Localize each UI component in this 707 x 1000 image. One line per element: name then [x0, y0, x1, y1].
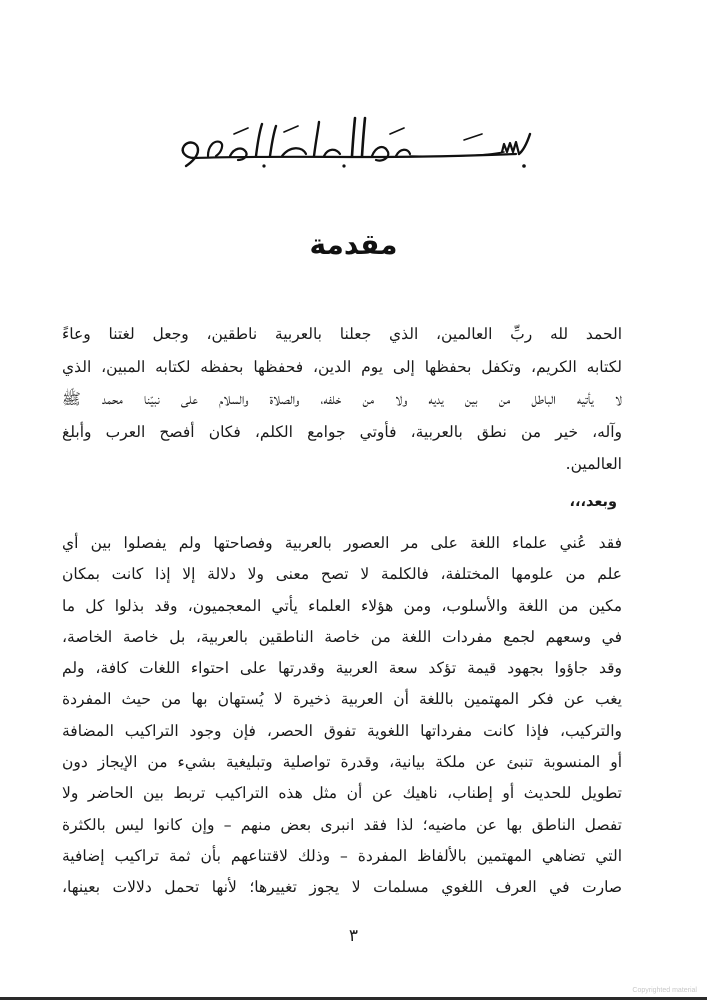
transition-phrase: وبعد،،، [569, 494, 617, 510]
intro-paragraph [62, 318, 622, 481]
text-line: مكين من اللغة والأسلوب، ومن هؤلاء العلماء يأتي المعجميون، وقد بذلوا كل ما [62, 596, 622, 615]
text-line: تطويل للحديث أو إطناب، ناهيك عن أن مثل هذه التراكيب تربط بين الحاضر ولا [62, 784, 622, 803]
basmala-calligraphy-drawing [164, 110, 544, 180]
text-line: الحمد لله ربِّ العالمين، الذي جعلنا بالعربية ناطقين، وجعل لغتنا وعاءً [62, 325, 622, 343]
text-line: يغب عن فكر المهتمين باللغة أن العربية ذخيرة لا يُستهان بها من حيث المفردة [62, 690, 622, 709]
text-line: علم من علومها المختلفة، فالكلمة لا تصح معنى ولا دلالة إلا إذا كانت بمكان [62, 565, 622, 584]
copyright-watermark: Copyrighted material [632, 987, 697, 994]
text-line: وآله، خير من نطق بالعربية، فأوتي جوامع الكلم، فكان أفصح العرب وأبلغ [62, 422, 622, 441]
basmala-calligraphy [0, 110, 707, 180]
text-line: وقد جاؤوا بجهود قيمة تؤكد سعة العربية وقدرتها على احتواء اللغات كافة، ولم [62, 659, 622, 678]
page-title: مقدمة [309, 228, 398, 261]
body-paragraph [62, 528, 622, 904]
text-line: في وسعهم لجمع مفردات اللغة من خاصة الناطقين بالعربية، بل خاصة الخاصة، [62, 627, 622, 646]
text-line: العالمين. [565, 455, 622, 473]
text-line: لكتابه الكريم، وتكفل بحفظها إلى يوم الدين، فحفظها بحفظه لكتابه المبين، الذي [62, 357, 622, 376]
text-line: لا يأتيه الباطل من بين يديه ولا من خلفه، والصلاة والسلام على نبيّنا محمد ﷺ [62, 390, 622, 408]
text-line: صارت في العرف اللغوي مسلمات لا يجوز تغييرها؛ لأنها تحمل دلالات بعينها، [62, 878, 622, 897]
page-number: ٣ [348, 926, 359, 946]
text-line: والتركيب، فإذا كانت مفرداتها اللغوية تفوق الحصر، فإن وجود التراكيب المضافة [62, 721, 622, 740]
text-line: تفصل الناطق بها عن ماضيه؛ لذا فقد انبرى بعض منهم – وإن كانوا ليس بالكثرة [62, 815, 622, 834]
text-line: فقد عُني علماء اللغة على مر العصور بالعربية وفصاحتها ولم يفصلوا بين أي [62, 534, 622, 552]
text-line: أو المنسوبة تنبئ عن ملكة بيانية، وقدرة تواصلية وتبليغية بشيء من الإيجاز دون [62, 753, 622, 772]
text-line: التي تضاهي المهتمين بالألفاظ المفردة – وذلك لاقتناعهم بأن ثمة تراكيب إضافية [62, 846, 622, 865]
